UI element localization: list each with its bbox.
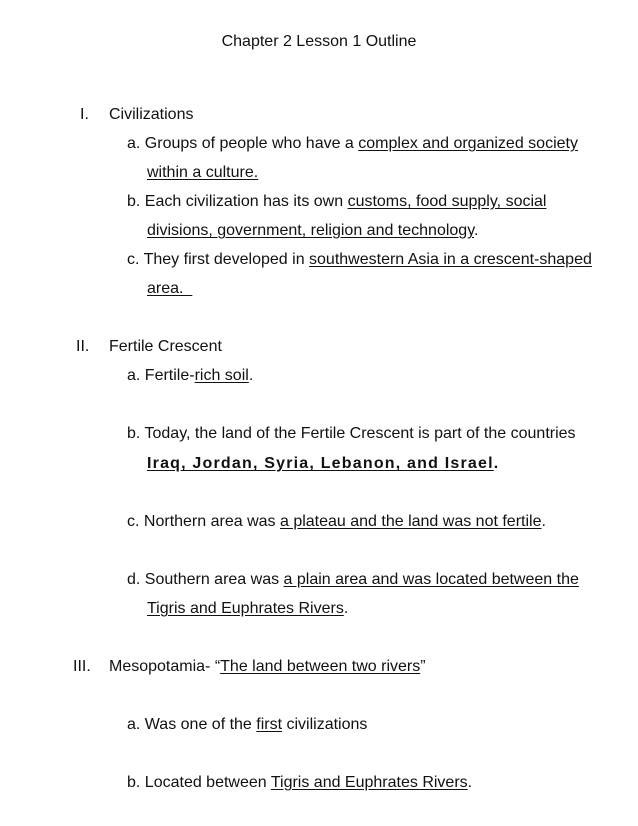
section-numeral: III. (73, 658, 91, 675)
item-text: Today, the land of the Fertile Crescent is part of the countries (144, 425, 576, 442)
outline-item-continuation (147, 163, 258, 183)
item-letter: d. (127, 571, 141, 588)
heading-text: ” (420, 658, 426, 675)
item-underlined-text: Iraq, Jordan, Syria, Lebanon, and Israel (147, 455, 494, 472)
item-text: Located between (144, 774, 271, 791)
item-underlined-text: Tigris and Euphrates Rivers (270, 774, 468, 791)
item-text: . (343, 600, 349, 617)
outline-item-continuation (147, 221, 478, 241)
item-letter: a. (127, 135, 141, 152)
outline-item (127, 192, 546, 212)
section-numeral: II. (76, 338, 90, 355)
item-underlined-text: customs, food supply, social (347, 193, 547, 210)
item-underlined-text: divisions, government, religion and technology (147, 222, 475, 239)
outline-item (127, 134, 578, 154)
item-underlined-text: first (256, 716, 283, 733)
heading-underlined-text: The land between two rivers (220, 658, 421, 675)
item-text: They first developed in (143, 251, 310, 268)
item-text: . (467, 774, 473, 791)
section-heading: Fertile Crescent (109, 338, 222, 355)
item-text: Southern area was (144, 571, 284, 588)
outline-item (127, 424, 576, 444)
outline-item-continuation (147, 279, 192, 299)
outline-item (127, 715, 367, 735)
item-text: . (493, 455, 500, 472)
outline-item (127, 773, 472, 793)
item-letter: c. (127, 513, 140, 530)
item-text: Fertile- (144, 367, 195, 384)
item-underlined-text: area. (147, 280, 193, 297)
item-text: Northern area was (143, 513, 280, 530)
heading-text: Mesopotamia- “ (109, 658, 221, 675)
item-letter: b. (127, 193, 141, 210)
item-letter: b. (127, 774, 141, 791)
outline-item (127, 366, 253, 386)
page-title: Chapter 2 Lesson 1 Outline (221, 33, 417, 50)
item-text: civilizations (282, 716, 368, 733)
outline-item-continuation (147, 454, 499, 474)
item-letter: b. (127, 425, 141, 442)
item-underlined-text: within a culture. (147, 164, 259, 181)
outline-item (127, 250, 592, 270)
item-letter: a. (127, 367, 141, 384)
outline-item (127, 570, 579, 590)
section-numeral: I. (80, 106, 89, 123)
section-heading (109, 657, 426, 677)
item-text: Each civilization has its own (144, 193, 348, 210)
item-text: . (248, 367, 254, 384)
item-text: Was one of the (144, 716, 257, 733)
outline-item-continuation (147, 599, 348, 619)
item-underlined-text: a plain area and was located between the (283, 571, 579, 588)
item-underlined-text: a plateau and the land was not fertile (279, 513, 542, 530)
item-underlined-text: Tigris and Euphrates Rivers (147, 600, 344, 617)
item-text: Groups of people who have a (144, 135, 359, 152)
section-heading: Civilizations (109, 106, 194, 123)
item-letter: c. (127, 251, 140, 268)
item-letter: a. (127, 716, 141, 733)
item-text: . (474, 222, 479, 239)
item-underlined-text: complex and organized society (358, 135, 578, 152)
item-text: . (541, 513, 546, 530)
item-underlined-text: rich soil (194, 367, 249, 384)
outline-item (127, 512, 546, 532)
item-underlined-text: southwestern Asia in a crescent-shaped (309, 251, 592, 268)
